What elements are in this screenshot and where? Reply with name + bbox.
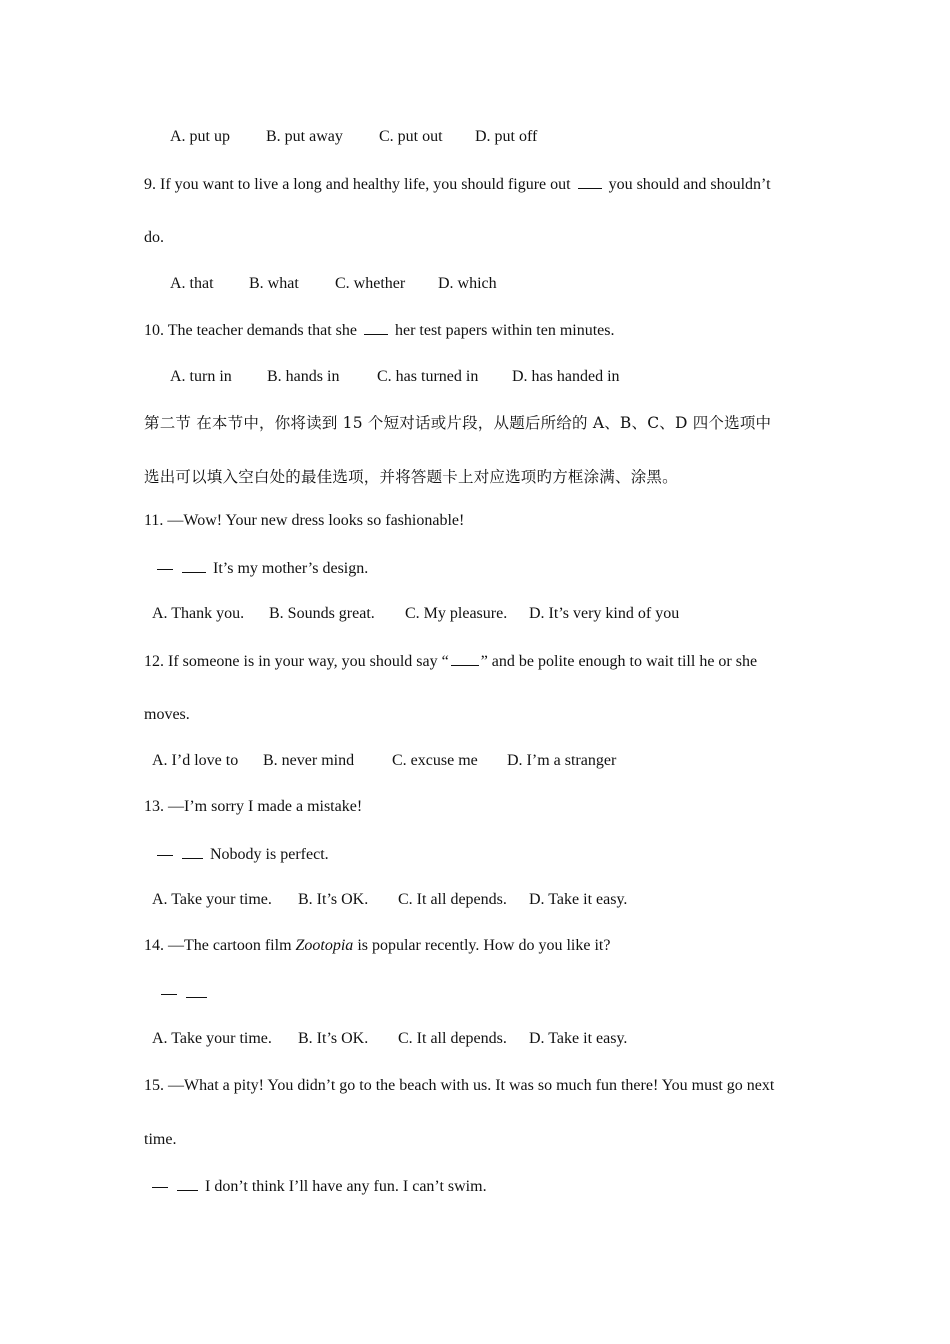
q11-stem: 11. —Wow! Your new dress looks so fashionable! xyxy=(144,512,465,529)
q10-option-a: A. turn in xyxy=(170,368,232,385)
q14-option-c: C. It all depends. xyxy=(398,1030,507,1047)
q8-option-c: C. put out xyxy=(379,128,443,145)
q9-text-b: you should and shouldn’t xyxy=(608,176,771,193)
q9-stem-cont: do. xyxy=(144,229,164,246)
q11-reply-text: It’s my mother’s design. xyxy=(213,560,369,577)
q8-options xyxy=(170,127,537,147)
q14-options xyxy=(152,1029,627,1049)
q14-film-title: Zootopia xyxy=(295,937,354,954)
q10-text-b: her test papers within ten minutes. xyxy=(394,322,615,339)
q15-stem-cont: time. xyxy=(144,1131,177,1148)
section2-instruction-line2: 选出可以填入空白处的最佳选项，并将答题卡上对应选项旳方框涂满、涂黑。 xyxy=(144,468,678,486)
q9-blank xyxy=(578,174,602,189)
q13-stem: 13. —I’m sorry I made a mistake! xyxy=(144,798,363,815)
q13-option-d: D. Take it easy. xyxy=(529,891,628,908)
q15-dash xyxy=(152,1187,168,1188)
q13-option-c: C. It all depends. xyxy=(398,891,507,908)
q15-reply xyxy=(152,1176,487,1197)
q13-option-b: B. It’s OK. xyxy=(298,891,369,908)
q13-reply-text: Nobody is perfect. xyxy=(210,846,329,863)
q12-text-b: ” and be polite enough to wait till he or she xyxy=(480,653,758,670)
q11-option-a: A. Thank you. xyxy=(152,605,245,622)
q13-reply xyxy=(157,844,329,865)
q14-option-d: D. Take it easy. xyxy=(529,1030,628,1047)
q12-blank xyxy=(451,651,479,666)
q9-option-d: D. which xyxy=(438,275,497,292)
q11-dash xyxy=(157,569,173,570)
q8-option-d: D. put off xyxy=(475,128,538,145)
q10-option-b: B. hands in xyxy=(267,368,340,385)
q14-reply xyxy=(161,983,210,1004)
q13-option-a: A. Take your time. xyxy=(152,891,272,908)
q13-dash xyxy=(157,855,173,856)
q14-blank xyxy=(186,983,207,998)
q9-option-a: A. that xyxy=(170,275,214,292)
q10-stem xyxy=(144,320,614,341)
q12-stem xyxy=(144,651,757,672)
q10-option-d: D. has handed in xyxy=(512,368,620,385)
q12-text-a: 12. If someone is in your way, you should say “ xyxy=(144,653,449,670)
q15-blank xyxy=(177,1176,198,1191)
q14-dash xyxy=(161,994,177,995)
q11-options xyxy=(152,604,679,624)
q12-options xyxy=(152,751,616,771)
q8-option-a: A. put up xyxy=(170,128,230,145)
q10-text-a: 10. The teacher demands that she xyxy=(144,322,357,339)
q10-blank xyxy=(364,320,388,335)
q11-option-d: D. It’s very kind of you xyxy=(529,605,680,622)
q15-stem: 15. —What a pity! You didn’t go to the beach with us. It was so much fun there! You must go next xyxy=(144,1077,775,1094)
q9-option-c: C. whether xyxy=(335,275,406,292)
q11-option-c: C. My pleasure. xyxy=(405,605,508,622)
q8-option-b: B. put away xyxy=(266,128,343,145)
q13-blank xyxy=(182,844,203,859)
q12-option-d: D. I’m a stranger xyxy=(507,752,617,769)
q11-reply xyxy=(157,558,368,579)
q9-text-a: 9. If you want to live a long and healthy life, you should figure out xyxy=(144,176,571,193)
q15-reply-text: I don’t think I’ll have any fun. I can’t swim. xyxy=(205,1178,487,1195)
q11-option-b: B. Sounds great. xyxy=(269,605,375,622)
q14-option-a: A. Take your time. xyxy=(152,1030,272,1047)
section2-instruction-line1: 第二节 在本节中，你将读到 15 个短对话或片段，从题后所给的 A、B、C、D 四个选项中 xyxy=(144,414,772,432)
q14-option-b: B. It’s OK. xyxy=(298,1030,369,1047)
q14-stem xyxy=(144,936,610,956)
q11-blank xyxy=(182,558,206,573)
q10-options xyxy=(170,367,620,387)
q14-text-a: 14. —The cartoon film xyxy=(144,937,292,954)
q12-option-c: C. excuse me xyxy=(392,752,478,769)
q13-options xyxy=(152,890,627,910)
q14-text-b: is popular recently. How do you like it? xyxy=(357,937,611,954)
q9-options xyxy=(170,274,497,294)
q9-stem xyxy=(144,174,771,195)
q12-option-a: A. I’d love to xyxy=(152,752,239,769)
q12-option-b: B. never mind xyxy=(263,752,355,769)
q10-option-c: C. has turned in xyxy=(377,368,479,385)
q9-option-b: B. what xyxy=(249,275,299,292)
q12-stem-cont: moves. xyxy=(144,706,190,723)
